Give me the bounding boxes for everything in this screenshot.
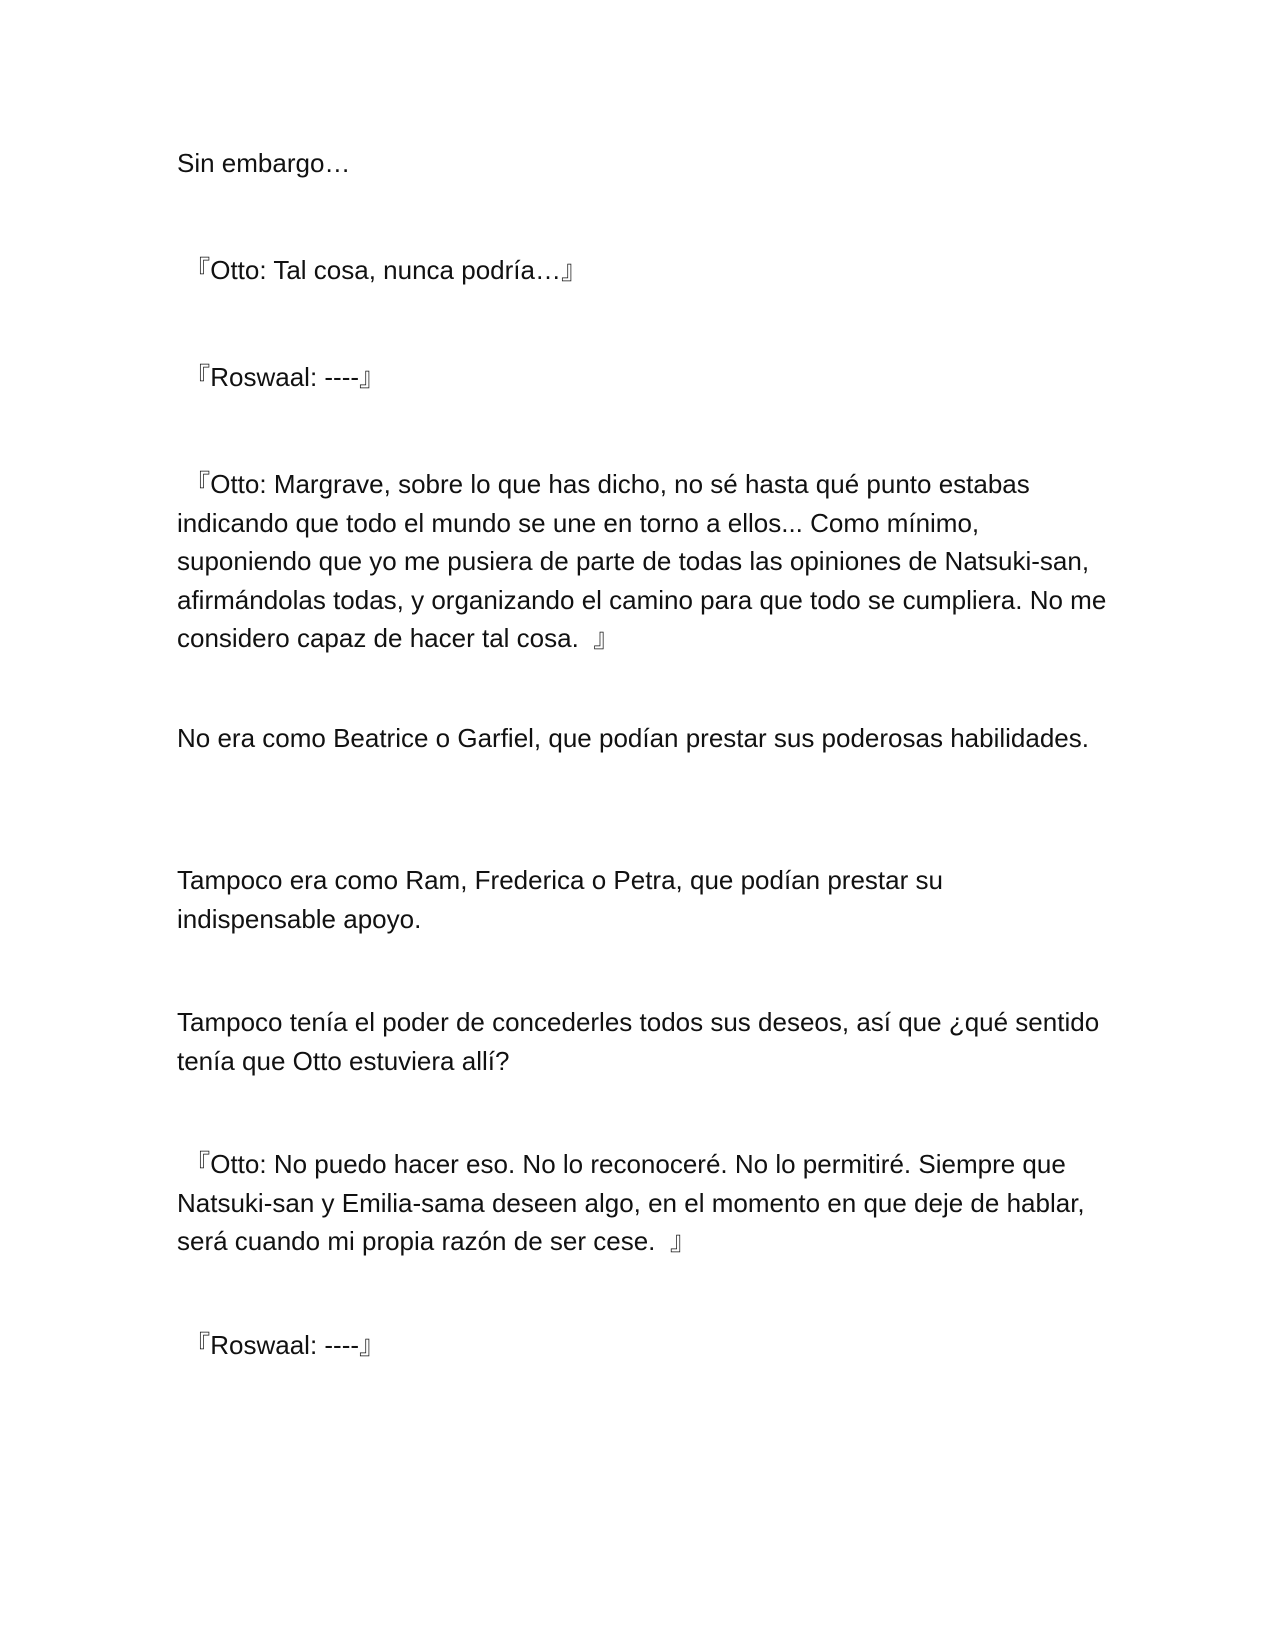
paragraph-dialogue-otto-1: 『Otto: Tal cosa, nunca podría…』 — [177, 255, 587, 285]
paragraph-dialogue-otto-3: 『Otto: No puedo hacer eso. No lo reconoceré. No lo permitiré. Siempre que Natsuki-san y Emilia-sama deseen algo, en el momento en que deje de hablar, será cuando mi propia razón de ser cese. 』 — [177, 1149, 1092, 1256]
paragraph-narration-4: Tampoco tenía el poder de concederles todos sus deseos, así que ¿qué sentido tenía que Otto estuviera allí? — [177, 1007, 1107, 1076]
paragraph-narration-1: Sin embargo… — [177, 148, 351, 178]
paragraph-narration-3: Tampoco era como Ram, Frederica o Petra, que podían prestar su indispensable apoyo. — [177, 865, 951, 934]
paragraph-dialogue-roswaal-2: 『Roswaal: ----』 — [177, 1330, 386, 1360]
paragraph-dialogue-otto-2: 『Otto: Margrave, sobre lo que has dicho, no sé hasta qué punto estabas indicando que todo el mundo se une en torno a ellos... Como mínimo, suponiendo que yo me pusiera de parte de todas las opiniones de Natsuki-san, afirmándolas todas, y organizando el camino para que todo se cumpliera. No me considero capaz de hacer tal cosa. 』 — [177, 469, 1114, 653]
paragraph-dialogue-roswaal-1: 『Roswaal: ----』 — [177, 362, 386, 392]
paragraph-narration-2: No era como Beatrice o Garfiel, que podían prestar sus poderosas habilidades. — [177, 723, 1089, 753]
